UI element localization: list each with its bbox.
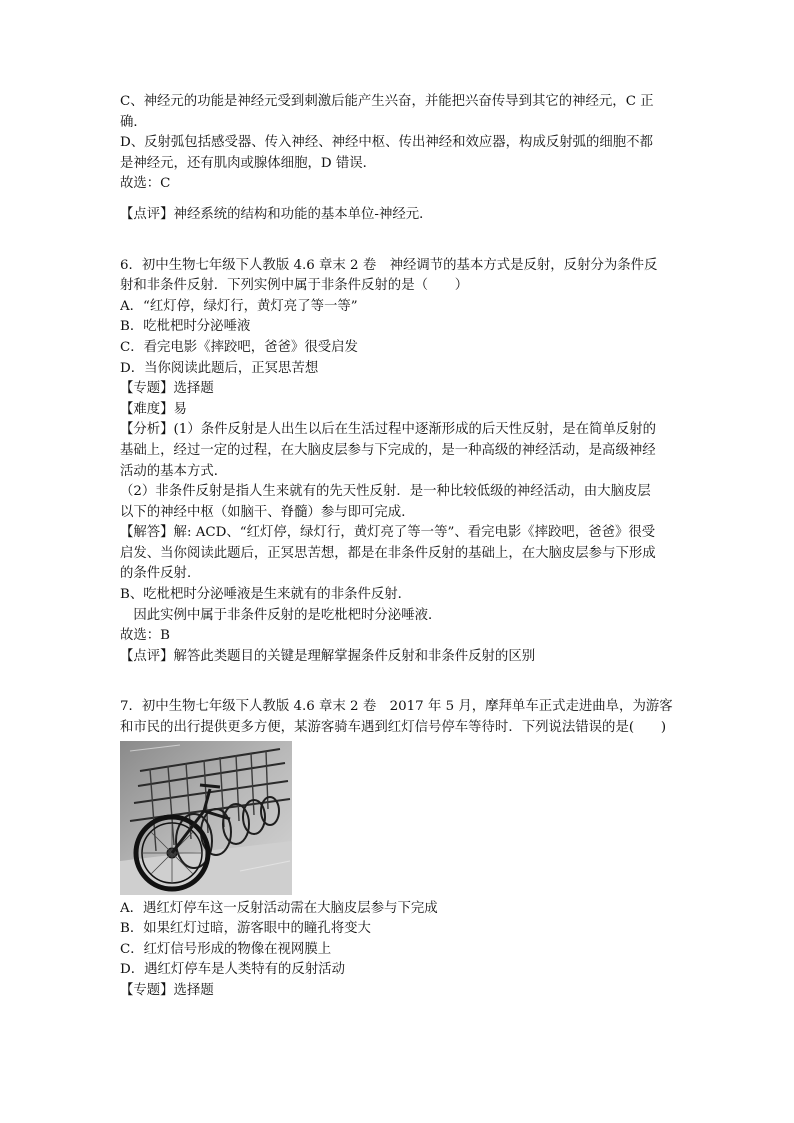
difficulty-label: 【难度】易 bbox=[120, 401, 187, 417]
option-c: C．红灯信号形成的物像在视网膜上 bbox=[120, 941, 332, 957]
analysis-line: （2）非条件反射是指人生来就有的先天性反射．是一种比较低级的神经活动，由大脑皮层 bbox=[120, 484, 651, 500]
question-stem: 和市民的出行提供更多方便，某游客骑车遇到红灯信号停车等待时．下列说法错误的是( ) bbox=[120, 720, 667, 736]
prev-option-d bbox=[120, 133, 682, 174]
option-b: B．如果红灯过暗，游客眼中的瞳孔将变大 bbox=[120, 921, 371, 937]
question-stem: 射和非条件反射．下列实例中属于非条件反射的是（ ） bbox=[120, 278, 469, 294]
topic-label: 【专题】选择题 bbox=[120, 381, 214, 397]
option-a: A．“红灯停，绿灯行，黄灯亮了等一等” bbox=[120, 298, 358, 314]
solution-line: 【解答】解: ACD、“红灯停，绿灯行，黄灯亮了等一等”、看完电影《摔跤吧，爸爸》很受 bbox=[120, 525, 656, 541]
solution-line: 的条件反射． bbox=[120, 566, 201, 582]
option-b: B．吃枇杷时分泌唾液 bbox=[120, 319, 251, 335]
prev-option-c bbox=[120, 92, 682, 133]
analysis-line: 【分析】(1）条件反射是人出生以后在生活过程中逐渐形成的后天性反射，是在简单反射的 bbox=[120, 422, 656, 438]
text-line: 是神经元，还有肌肉或腺体细胞，D 错误． bbox=[120, 155, 377, 171]
solution-line: B、吃枇杷时分泌唾液是生来就有的非条件反射． bbox=[120, 587, 412, 603]
bicycles-photo bbox=[120, 741, 292, 895]
option-a: A．遇红灯停车这一反射活动需在大脑皮层参与下完成 bbox=[120, 900, 438, 916]
question-stem: 7．初中生物七年级下人教版 4.6 章末 2 卷 2017 年 5 月，摩拜单车正式走进曲阜，为游客 bbox=[120, 699, 673, 715]
question-6 bbox=[120, 256, 682, 668]
text-line: D、反射弧包括感受器、传入神经、神经中枢、传出神经和效应器，构成反射弧的细胞不都 bbox=[120, 135, 653, 151]
option-c: C．看完电影《摔跤吧，爸爸》很受启发 bbox=[120, 339, 358, 355]
text-line: 确． bbox=[120, 114, 147, 130]
option-d: D．遇红灯停车是人类特有的反射活动 bbox=[120, 962, 345, 978]
comment-label: 【点评】解答此类题目的关键是理解掌握条件反射和非条件反射的区别 bbox=[120, 648, 536, 664]
document-page bbox=[120, 92, 682, 1002]
option-d: D．当你阅读此题后，正冥思苦想 bbox=[120, 360, 319, 376]
solution-line: 因此实例中属于非条件反射的是吃枇杷时分泌唾液． bbox=[120, 607, 442, 623]
prev-answer: 故选：C bbox=[120, 176, 171, 192]
question-7 bbox=[120, 697, 682, 1001]
question-stem: 6．初中生物七年级下人教版 4.6 章末 2 卷 神经调节的基本方式是反射，反射分为条件反 bbox=[120, 257, 658, 273]
topic-label: 【专题】选择题 bbox=[120, 983, 214, 998]
analysis-line: 以下的神经中枢（如脑干、脊髓）参与即可完成． bbox=[120, 504, 415, 520]
solution-line: 启发、当你阅读此题后，正冥思苦想，都是在非条件反射的基础上，在大脑皮层参与下形成 bbox=[120, 545, 656, 561]
analysis-line: 基础上，经过一定的过程，在大脑皮层参与下完成的，是一种高级的神经活动，是高级神经 bbox=[120, 442, 656, 458]
solution-line: 故选：B bbox=[120, 628, 171, 644]
text-line: C、神经元的功能是神经元受到刺激后能产生兴奋，并能把兴奋传导到其它的神经元，C 正 bbox=[120, 94, 654, 109]
analysis-line: 活动的基本方式． bbox=[120, 463, 228, 479]
prev-comment: 【点评】神经系统的结构和功能的基本单位-神经元． bbox=[120, 206, 433, 222]
